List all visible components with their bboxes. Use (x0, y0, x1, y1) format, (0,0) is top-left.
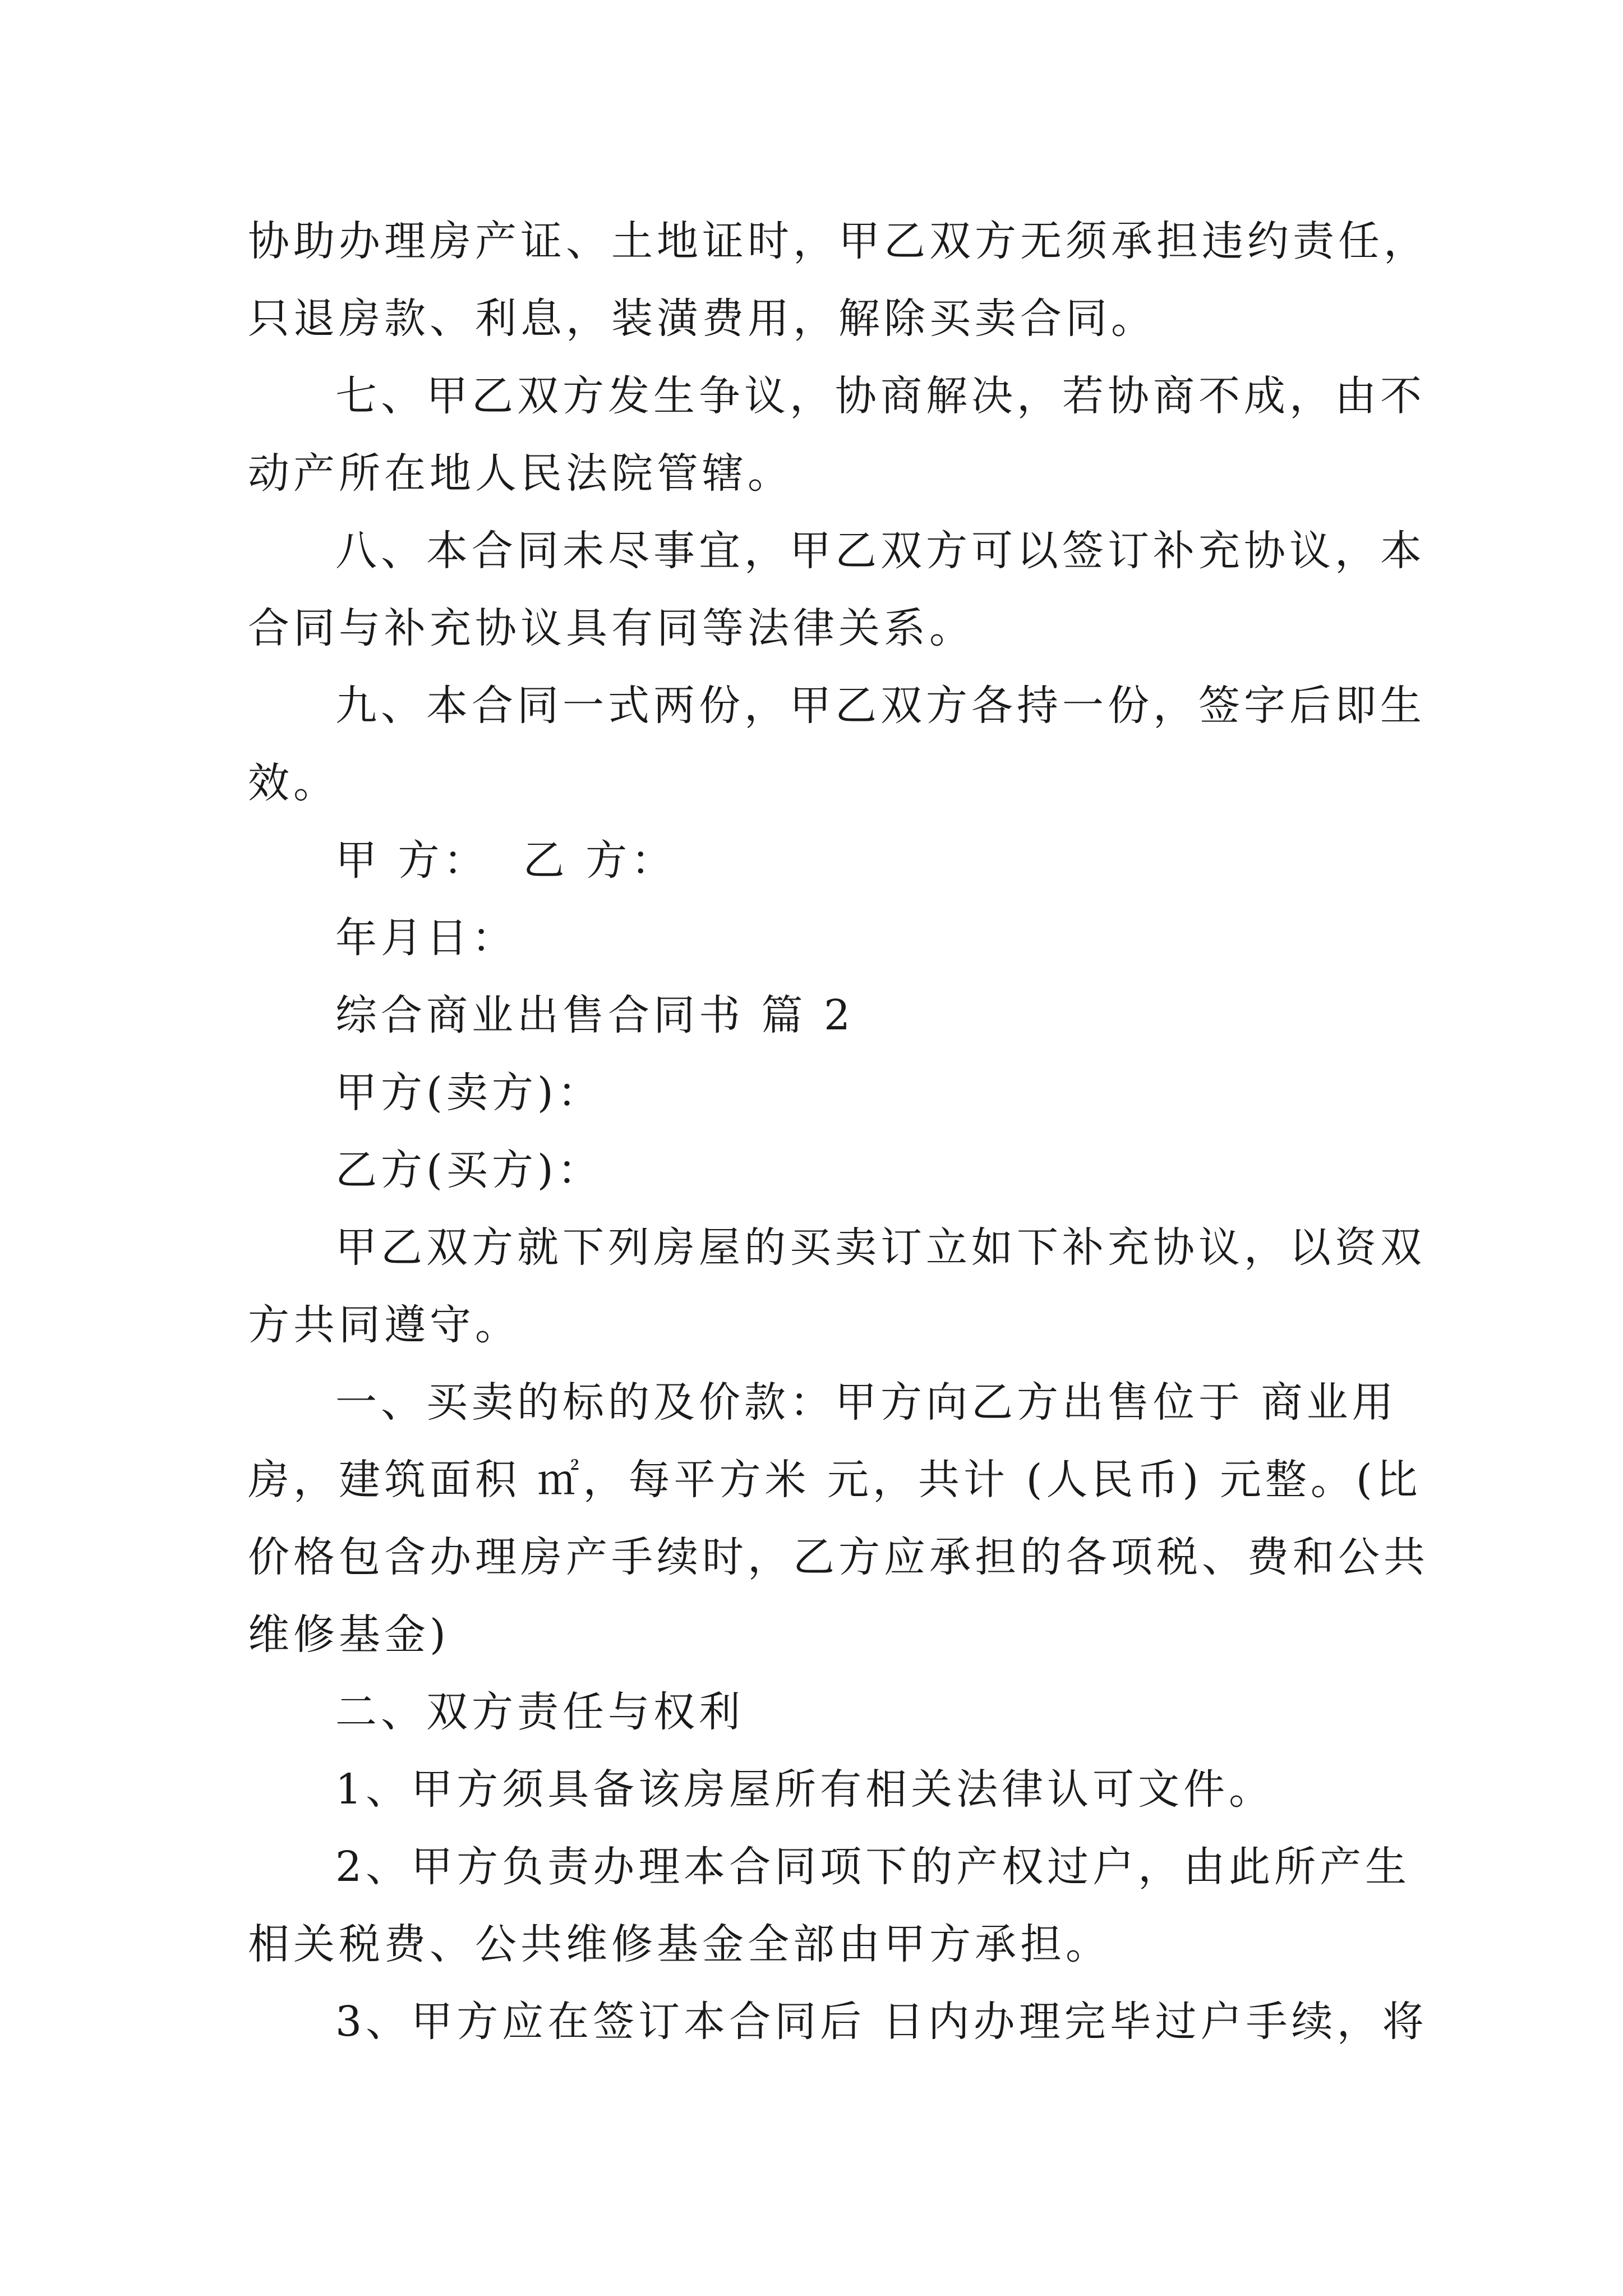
text-line: 动产所在地人民法院管辖。 (248, 449, 793, 498)
text-line: 七、甲乙双方发生争议，协商解决，若协商不成，由不 (335, 372, 1426, 420)
text-line: 甲乙双方就下列房屋的买卖订立如下补充协议，以资双 (335, 1223, 1426, 1272)
text-line: 维修基金) (248, 1611, 450, 1659)
text-line: 3、甲方应在签订本合同后 日内办理完毕过户手续，将 (335, 1998, 1428, 2046)
text-line: 方共同遵守。 (248, 1301, 520, 1349)
party-b-label: 乙方(买方)： (335, 1146, 603, 1194)
section-title: 综合商业出售合同书 篇 2 (335, 991, 855, 1039)
text-line: 相关税费、公共维修基金全部由甲方承担。 (248, 1920, 1111, 1968)
text-line: 1、甲方须具备该房屋所有相关法律认可文件。 (335, 1765, 1275, 1814)
date-label: 年月日： (335, 914, 517, 962)
text-line: 只退房款、利息，装潢费用，解除买卖合同。 (248, 295, 1156, 343)
party-a-label: 甲方(卖方)： (335, 1069, 603, 1117)
text-line: 2、甲方负责办理本合同项下的产权过户，由此所产生 (335, 1843, 1411, 1891)
text-line: 合同与补充协议具有同等法律关系。 (248, 604, 975, 652)
text-line: 八、本合同未尽事宜，甲乙双方可以签订补充协议，本 (335, 527, 1426, 575)
text-line: 二、双方责任与权利 (335, 1688, 744, 1736)
text-line: 一、买卖的标的及价款：甲方向乙方出售位于 商业用 (335, 1378, 1398, 1427)
text-line: 协助办理房产证、土地证时，甲乙双方无须承担违约责任， (248, 217, 1429, 265)
text-line: 九、本合同一式两份，甲乙双方各持一份，签字后即生 (335, 682, 1426, 730)
signature-labels: 甲 方： 乙 方： (335, 836, 677, 885)
text-line: 效。 (248, 759, 339, 807)
text-line: 房，建筑面积 ㎡，每平方米 元，共计 (人民币) 元整。(比 (248, 1456, 1422, 1504)
text-line: 价格包含办理房产手续时，乙方应承担的各项税、费和公共 (248, 1533, 1429, 1581)
